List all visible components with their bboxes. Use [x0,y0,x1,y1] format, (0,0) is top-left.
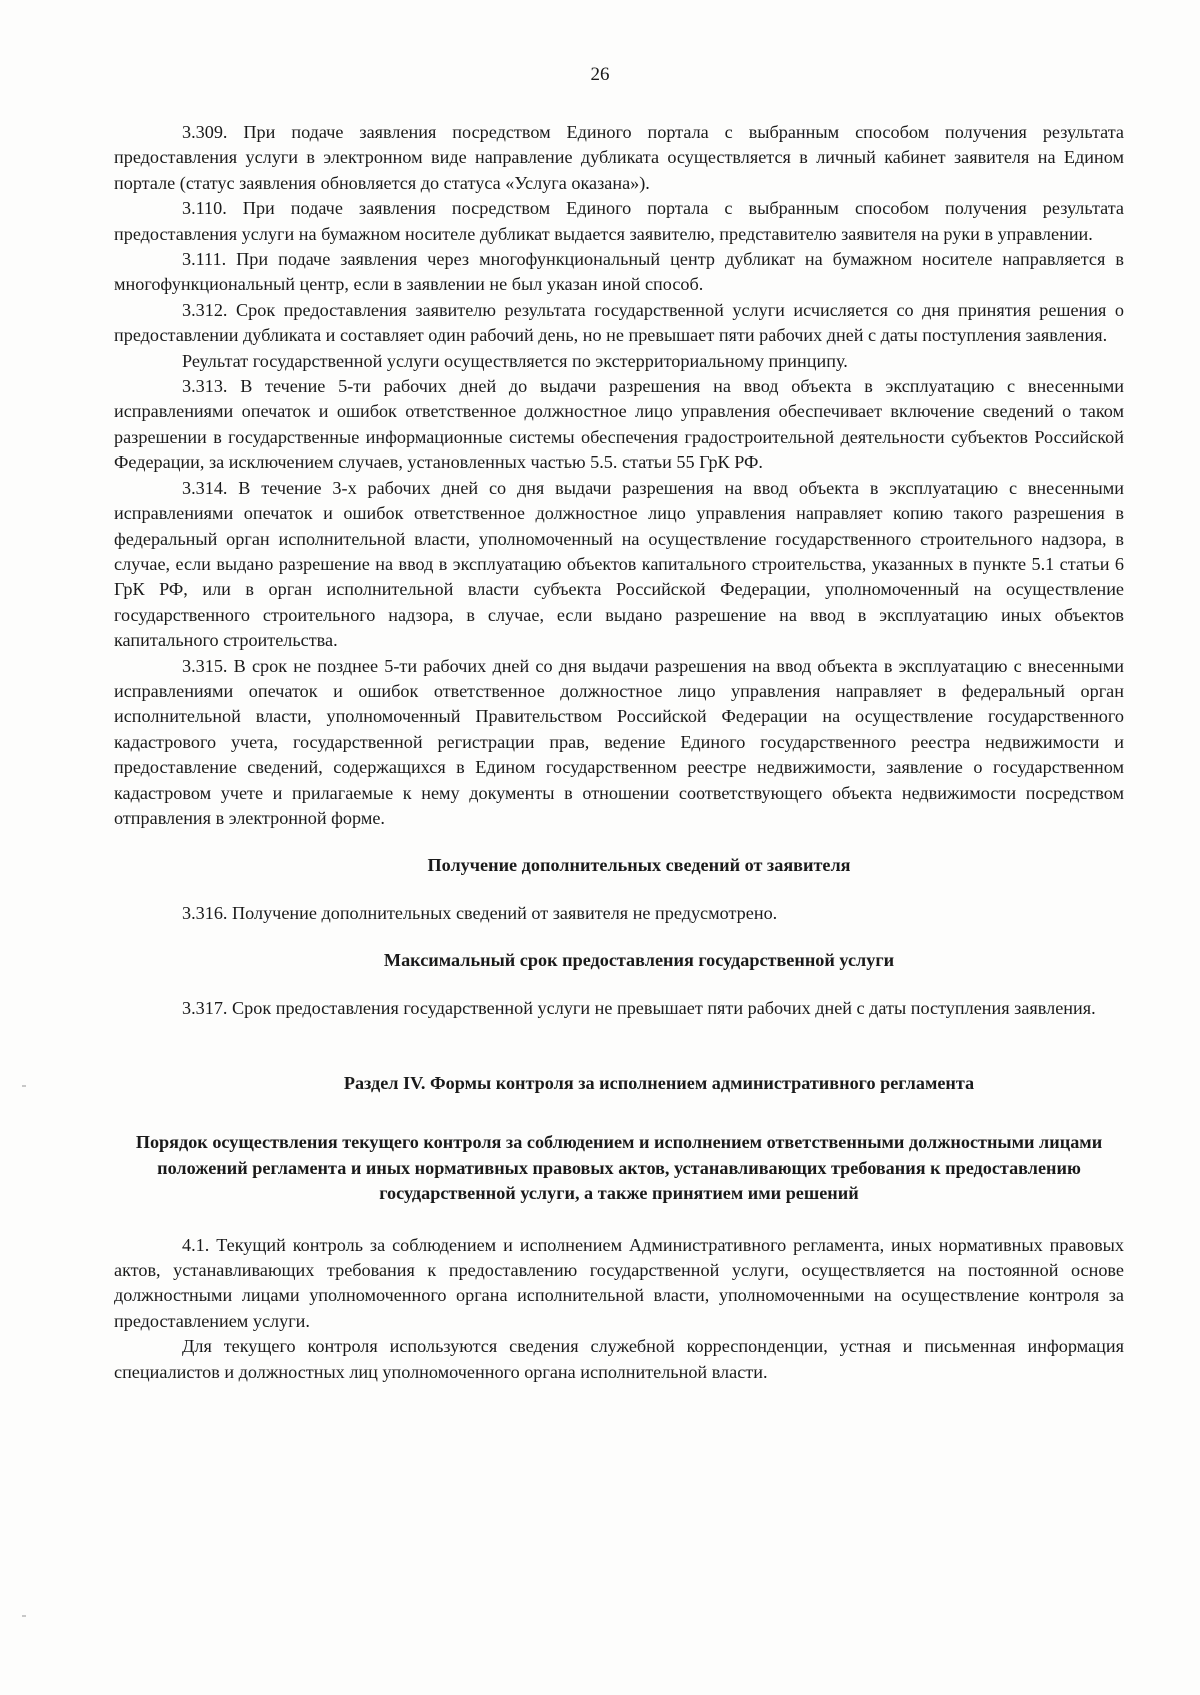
paragraph-4-1: 4.1. Текущий контроль за соблюдением и исполнением Административного регламента, иных нормативных правовых актов, устанавливающих требования к предоставлению государственной услуги, осуществляется на постоянной основе должностными лицами уполномоченного органа исполнительной власти, уполномоченными на осуществление контроля за предоставлением услуги. [114,1234,1124,1331]
heading-current-control: Порядок осуществления текущего контроля за соблюдением и исполнением ответственными должностными лицами положений регламента и иных нормативных правовых актов, устанавливающих требования к предоставлению государственной услуги, а также принятием ими решений [135,1132,1103,1204]
paragraph-3-316: 3.316. Получение дополнительных сведений от заявителя не предусмотрено. [182,902,778,923]
heading-max-term: Максимальный срок предоставления государственной услуги [383,950,895,971]
spacer [114,974,1124,996]
paragraph-3-309: 3.309. При подаче заявления посредством Единого портала с выбранным способом получения результата предоставления услуги в электронном виде направление дубликата осуществляется в личный кабинет заявителя на Едином портале (статус заявления обновляется до статуса «Услуга оказана»). [114,122,1124,193]
spacer [114,879,1124,901]
spacer [114,1096,1124,1130]
spacer [114,926,1124,948]
heading-additional-info: Получение дополнительных сведений от заявителя [427,855,851,876]
paragraph-3-314: 3.314. В течение 3-х рабочих дней со дня выдачи разрешения на ввод объекта в эксплуатацию с внесенными исправлениями опечаток и ошибок ответственное должностное лицо управления направляет копию такого разрешения в федеральный орган исполнительной власти, уполномоченный на осуществление государственного строительного надзора, в случае, если выдано разрешение на ввод в эксплуатацию объектов капитального строительства, указанных в пункте 5.1 статьи 6 ГрК РФ, или в орган исполнительной власти субъекта Российской Федерации, уполномоченный на осуществление государственного строительного надзора, в случае, если выдано разрешение на ввод в эксплуатацию иных объектов капитального строительства. [114,477,1124,651]
paragraph-3-111: 3.111. При подаче заявления через многофункциональный центр дубликат на бумажном носителе направляется в многофункциональный центр, если в заявлении не был указан иной способ. [114,249,1124,295]
paragraph-3-312: 3.312. Срок предоставления заявителю результата государственной услуги исчисляется со дня принятия решения о предоставлении дубликата и составляет один рабочий день, но не превышает пяти рабочих дней с даты поступления заявления. [114,299,1124,346]
heading-section-iv: Раздел IV. Формы контроля за исполнением административного регламента [343,1073,975,1093]
paragraph-result-extraterritorial: Реультат государственной услуги осуществляется по экстерриториальному принципу. [182,350,848,371]
paragraph-3-313: 3.313. В течение 5-ти рабочих дней до выдачи разрешения на ввод объекта в эксплуатацию с внесенными исправлениями опечаток и ошибок ответственное должностное лицо управления обеспечивает включение сведений о таком разрешении в государственные информационные системы обеспечения градостроительной деятельности субъектов Российской Федерации, за исключением случаев, установленных частью 5.5. статьи 55 ГрК РФ. [114,376,1124,473]
spacer [114,1207,1124,1233]
paragraph-control-sources: Для текущего контроля используются сведения служебной корреспонденции, устная и письменная информация специалистов и должностных лиц уполномоченного органа исполнительной власти. [114,1336,1124,1382]
spacer [114,831,1124,853]
scan-margin-mark [22,1615,26,1617]
paragraph-3-110: 3.110. При подаче заявления посредством Единого портала с выбранным способом получения результата предоставления услуги на бумажном носителе дубликат выдается заявителю, представителю заявителя на руки в управлении. [114,198,1124,244]
document-body [114,120,1124,1385]
paragraph-3-317: 3.317. Срок предоставления государственной услуги не превышает пяти рабочих дней с даты поступления заявления. [182,997,1096,1018]
scan-margin-mark [22,1085,26,1087]
spacer [114,1021,1124,1071]
page-number: 26 [590,64,610,85]
paragraph-3-315: 3.315. В срок не позднее 5-ти рабочих дней со дня выдачи разрешения на ввод объекта в эксплуатацию с внесенными исправлениями опечаток и ошибок ответственное должностное лицо управления направляет в федеральный орган исполнительной власти, уполномоченный Правительством Российской Федерации на осуществление государственного кадастрового учета, государственной регистрации прав, ведение Единого государственного реестра недвижимости и предоставление сведений, содержащихся в Едином государственном реестре недвижимости, заявление о государственном кадастровом учете и прилагаемые к нему документы в отношении соответствующего объекта недвижимости посредством отправления в электронной форме. [114,655,1124,828]
